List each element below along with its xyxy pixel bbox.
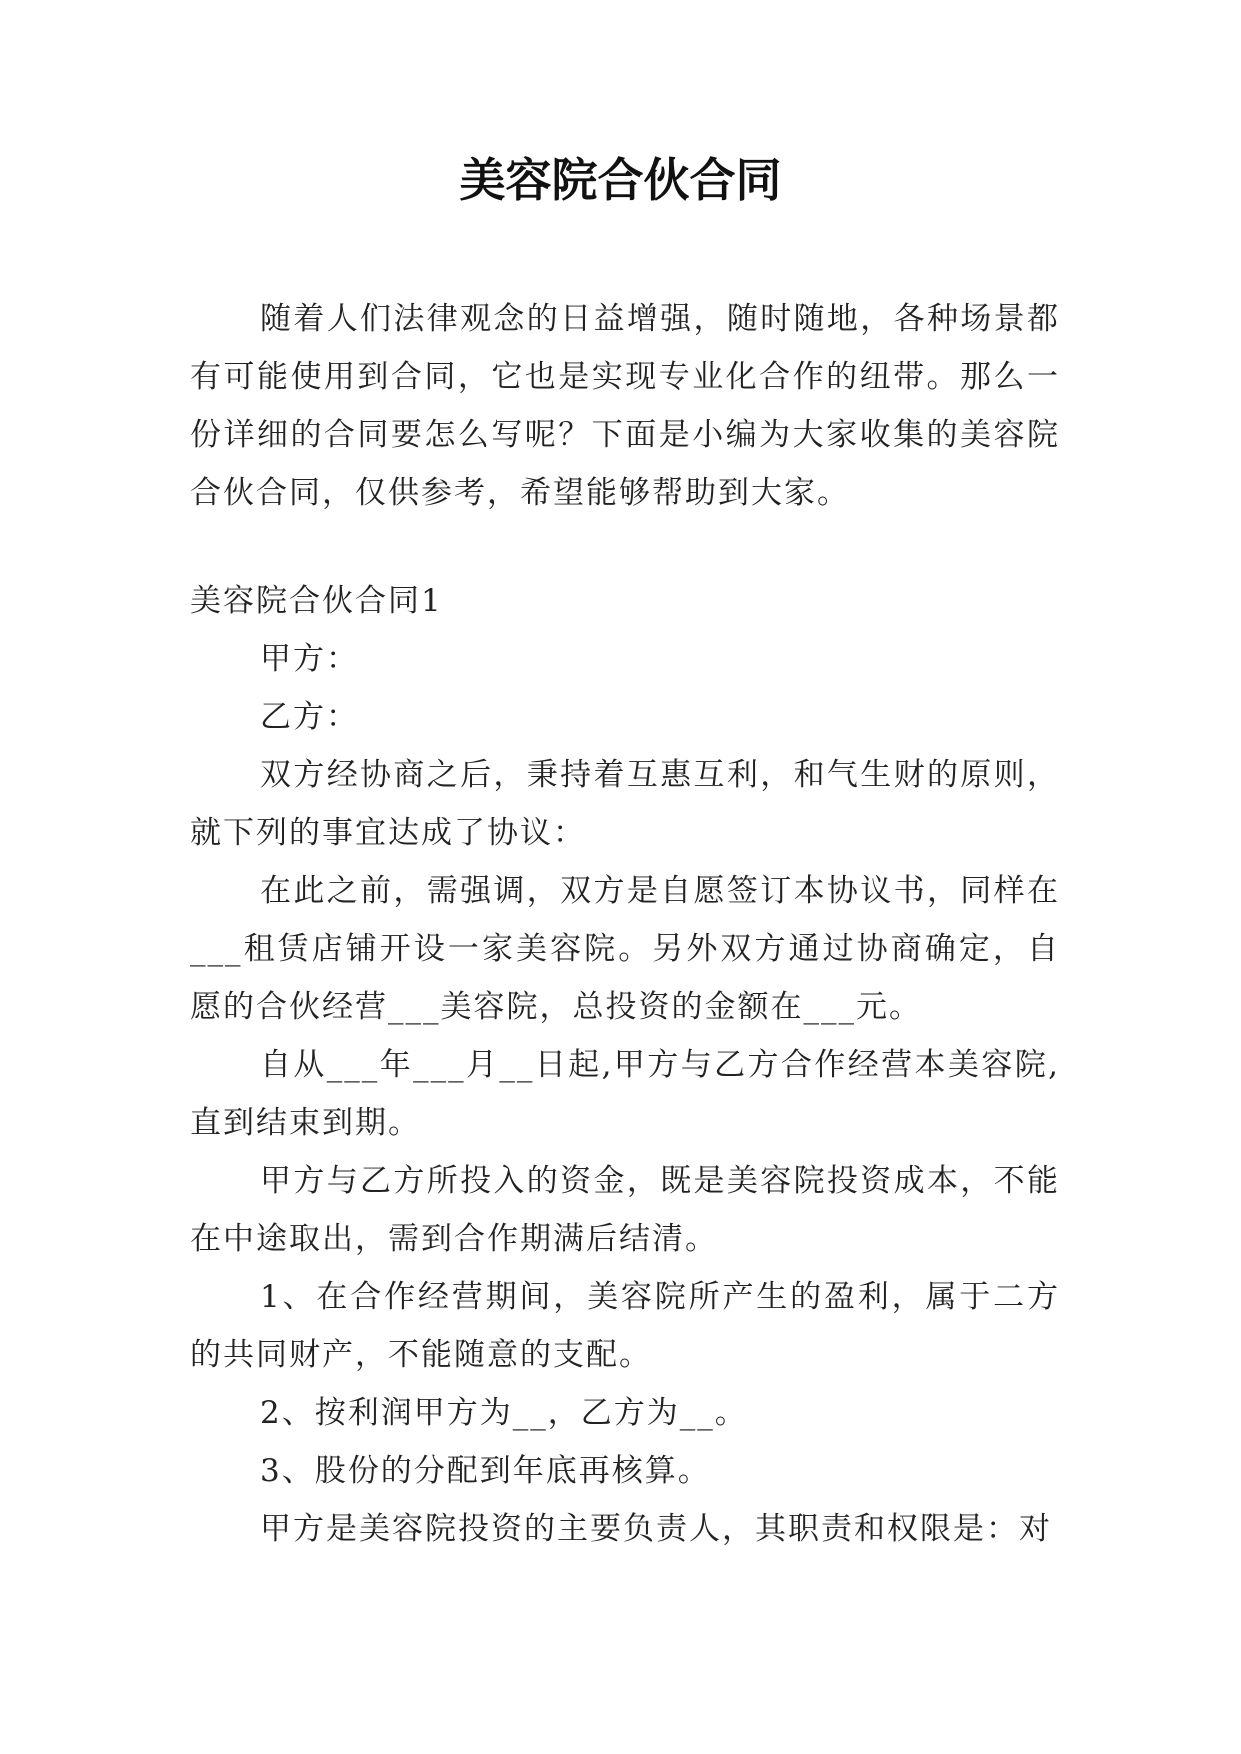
section-heading: 美容院合伙合同1 — [190, 583, 443, 619]
contract-paragraph: 甲方与乙方所投入的资金，既是美容院投资成本，不能在中途取出，需到合作期满后结清。 — [190, 1163, 1060, 1257]
contract-paragraph: 甲方是美容院投资的主要负责人，其职责和权限是：对 — [260, 1511, 1052, 1547]
document-title: 美容院合伙合同 — [459, 153, 782, 207]
contract-paragraph: 在此之前，需强调，双方是自愿签订本协议书，同样在___租赁店铺开设一家美容院。另外双方通过协商确定，自愿的合伙经营___美容院，总投资的金额在___元。 — [190, 873, 1060, 1025]
party-a-line: 甲方： — [260, 641, 359, 677]
intro-paragraph: 随着人们法律观念的日益增强，随时随地，各种场景都有可能使用到合同，它也是实现专业化合作的纽带。那么一份详细的合同要怎么写呢？下面是小编为大家收集的美容院合伙合同，仅供参考，希望能够帮助到大家。 — [190, 301, 1060, 511]
contract-paragraph: 双方经协商之后，秉持着互惠互利，和气生财的原则，就下列的事宜达成了协议： — [190, 757, 1060, 851]
party-b-line: 乙方： — [260, 699, 359, 735]
document-body — [190, 290, 1060, 1558]
clause-item: 2、按利润甲方为__，乙方为__。 — [260, 1395, 748, 1431]
clause-item: 1、在合作经营期间，美容院所产生的盈利，属于二方的共同财产，不能随意的支配。 — [190, 1279, 1060, 1373]
contract-paragraph: 自从___年___月__日起,甲方与乙方合作经营本美容院,直到结束到期。 — [190, 1047, 1060, 1141]
clause-item: 3、股份的分配到年底再核算。 — [260, 1453, 711, 1489]
